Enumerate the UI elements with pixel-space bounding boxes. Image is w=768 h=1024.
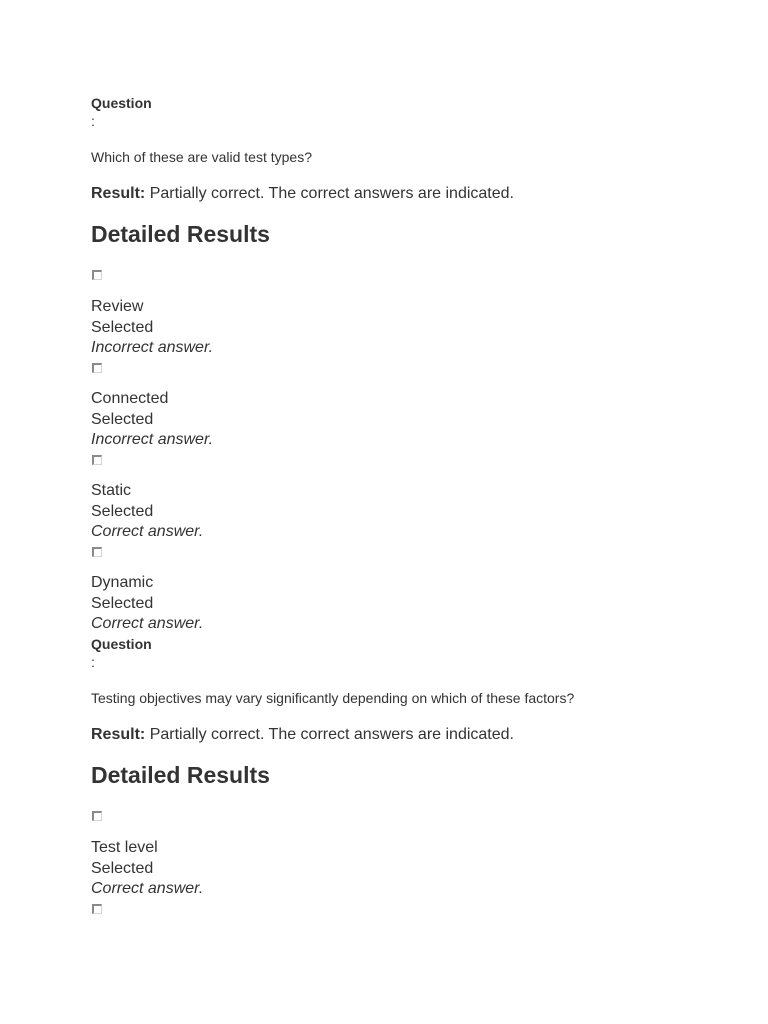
- question-colon: :: [91, 654, 95, 670]
- answer-option: Static: [91, 482, 132, 499]
- answer-verdict: Incorrect answer.: [91, 431, 214, 448]
- answer-checkbox[interactable]: [92, 455, 102, 465]
- answer-option: Dynamic: [91, 574, 154, 591]
- answer-selected-status: Selected: [91, 859, 154, 877]
- question-label: Question: [91, 636, 152, 652]
- detailed-results-heading: Detailed Results: [91, 762, 270, 788]
- answer-item: [91, 838, 203, 900]
- answer-selected-status: Selected: [91, 594, 154, 612]
- answer-checkbox[interactable]: [92, 811, 102, 821]
- result-text: Partially correct. The correct answers are indicated.: [149, 185, 514, 202]
- question-label: Question: [91, 95, 152, 111]
- answer-verdict: Correct answer.: [91, 615, 204, 632]
- answer-checkbox[interactable]: [92, 547, 102, 557]
- answer-verdict: Correct answer.: [91, 523, 204, 540]
- answer-item: [91, 297, 213, 359]
- result-text: Partially correct. The correct answers are indicated.: [149, 726, 514, 743]
- detailed-results-heading: Detailed Results: [91, 221, 270, 247]
- answer-item: [91, 573, 203, 635]
- answer-verdict: Incorrect answer.: [91, 339, 214, 356]
- question-colon: :: [91, 113, 95, 129]
- question-text: Which of these are valid test types?: [91, 149, 312, 165]
- answer-checkbox[interactable]: [92, 270, 102, 280]
- result-line: [91, 184, 514, 204]
- result-label: Result:: [91, 185, 146, 202]
- answer-selected-status: Selected: [91, 318, 154, 336]
- question-text: Testing objectives may vary significantly depending on which of these factors?: [91, 690, 575, 706]
- answer-option: Test level: [91, 839, 158, 856]
- question-section: [91, 635, 751, 707]
- answer-checkbox[interactable]: [92, 363, 102, 373]
- result-label: Result:: [91, 726, 146, 743]
- answer-selected-status: Selected: [91, 502, 154, 520]
- answer-item: [91, 389, 213, 451]
- answer-selected-status: Selected: [91, 410, 154, 428]
- answer-verdict: Correct answer.: [91, 880, 204, 897]
- answer-checkbox[interactable]: [92, 904, 102, 914]
- answer-option: Review: [91, 298, 144, 315]
- answer-item: [91, 481, 203, 543]
- answer-option: Connected: [91, 390, 169, 407]
- question-section: [91, 94, 751, 166]
- result-line: [91, 725, 514, 745]
